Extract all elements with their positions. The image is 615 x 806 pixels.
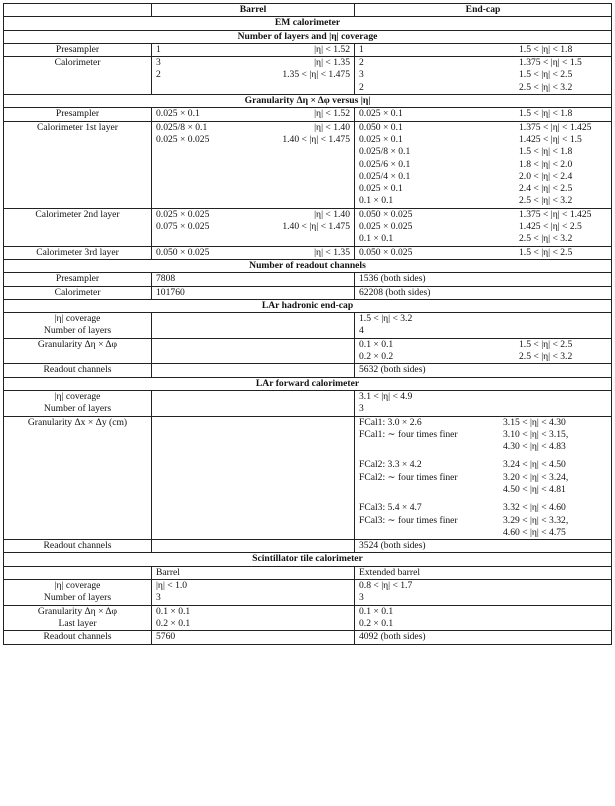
- eta-range: 2.0 < |η| < 2.4: [519, 170, 573, 182]
- row-label: [4, 566, 152, 579]
- row-label: [4, 605, 152, 631]
- barrel-cell: [152, 43, 355, 56]
- row-label: Calorimeter: [4, 57, 152, 95]
- endcap-cell: [355, 121, 612, 208]
- coverage-label: |η| coverage: [54, 390, 101, 402]
- row-label: [4, 390, 152, 416]
- endcap-cell: [355, 246, 612, 259]
- eta-range: 1.425 < |η| < 1.5: [519, 133, 582, 145]
- row-label: Calorimeter 2nd layer: [4, 208, 152, 246]
- value: 0.025 × 0.1: [359, 183, 403, 195]
- barrel-cell: [152, 540, 355, 553]
- table-row: [4, 605, 612, 631]
- table-row: [4, 540, 612, 553]
- coverage-value: 1.5 < |η| < 3.2: [359, 313, 413, 325]
- value: 0.075 × 0.025: [156, 221, 210, 233]
- value: 0.025 × 0.1: [156, 108, 200, 120]
- value: 0.025/6 × 0.1: [359, 158, 411, 170]
- value: FCal1: ∼ four times finer: [359, 428, 458, 440]
- eta-range: 1.5 < |η| < 2.5: [519, 338, 573, 350]
- value: 0.025 × 0.1: [359, 133, 403, 145]
- coverage-value: 3.1 < |η| < 4.9: [359, 390, 413, 402]
- granularity-value: 0.1 × 0.1: [359, 605, 394, 617]
- eta-range: 1.5 < |η| < 1.8: [519, 146, 573, 158]
- eta-range: 1.5 < |η| < 2.5: [519, 69, 573, 81]
- barrel-cell: [152, 57, 355, 95]
- em-granularity-subtitle: Granularity Δη × Δφ versus |η|: [4, 95, 612, 108]
- value: 0.2 × 0.2: [359, 351, 394, 363]
- last-layer-value: 0.2 × 0.1: [359, 617, 394, 629]
- value: 0.050 × 0.025: [359, 208, 413, 220]
- coverage-label: |η| coverage: [54, 313, 101, 325]
- value: 0.050 × 0.025: [359, 246, 413, 258]
- eta-range: 3.24 < |η| < 4.50: [503, 459, 566, 471]
- endcap-cell: [355, 605, 612, 631]
- layers-value: 3: [359, 403, 364, 415]
- value: 1: [156, 43, 161, 55]
- barrel-cell: [152, 313, 355, 339]
- granularity-value: 0.1 × 0.1: [156, 605, 191, 617]
- value: FCal1: 3.0 × 2.6: [359, 416, 422, 428]
- layers-value: 4: [359, 325, 364, 337]
- value: 0.025 × 0.025: [359, 221, 413, 233]
- eta-range: 3.32 < |η| < 4.60: [503, 502, 566, 514]
- value: 0.025 × 0.1: [359, 108, 403, 120]
- eta-range: |η| < 1.52: [314, 108, 350, 120]
- em-layers-subtitle: Number of layers and |η| coverage: [4, 30, 612, 43]
- eta-range: 1.425 < |η| < 2.5: [519, 221, 582, 233]
- value: 2: [359, 57, 364, 69]
- table-row: [4, 108, 612, 121]
- eta-range: 2.5 < |η| < 3.2: [519, 81, 573, 93]
- em-readout-subtitle: Number of readout channels: [4, 259, 612, 272]
- eta-range: 1.5 < |η| < 1.8: [519, 108, 573, 120]
- eta-range: |η| < 1.40: [314, 121, 350, 133]
- coverage-label: |η| coverage: [54, 580, 101, 592]
- row-label: Calorimeter 1st layer: [4, 121, 152, 208]
- eta-range: 1.375 < |η| < 1.5: [519, 57, 582, 69]
- calorimeter-parameters-table: [3, 3, 612, 645]
- value: 0.025/8 × 0.1: [156, 121, 208, 133]
- endcap-cell: 5632 (both sides): [355, 364, 612, 377]
- table-row: [4, 566, 612, 579]
- barrel-cell: [152, 246, 355, 259]
- row-label: Readout channels: [4, 364, 152, 377]
- eta-range: 3.10 < |η| < 3.15,: [503, 428, 569, 440]
- row-label: [4, 580, 152, 606]
- layers-label: Number of layers: [43, 325, 112, 337]
- header-barrel: Barrel: [152, 4, 355, 17]
- eta-range: 1.5 < |η| < 2.5: [519, 246, 573, 258]
- endcap-cell: 3524 (both sides): [355, 540, 612, 553]
- eta-range: 2.5 < |η| < 3.2: [519, 233, 573, 245]
- value: 2: [359, 81, 364, 93]
- value: 0.025 × 0.025: [156, 133, 210, 145]
- barrel-cell: [152, 390, 355, 416]
- granularity-label: Granularity Δη × Δφ: [37, 605, 118, 617]
- barrel-cell: 7808: [152, 273, 355, 286]
- eta-range: 1.40 < |η| < 1.475: [282, 221, 350, 233]
- eta-range: 1.375 < |η| < 1.425: [519, 121, 592, 133]
- barrel-cell: [152, 605, 355, 631]
- table-row: [4, 43, 612, 56]
- barrel-cell: Barrel: [152, 566, 355, 579]
- row-label: [4, 313, 152, 339]
- endcap-cell: [355, 338, 612, 364]
- row-label: Presampler: [4, 273, 152, 286]
- barrel-cell: [152, 416, 355, 540]
- eta-range: 2.5 < |η| < 3.2: [519, 195, 573, 207]
- barrel-cell: [152, 208, 355, 246]
- eta-range: 2.4 < |η| < 2.5: [519, 183, 573, 195]
- coverage-value: 0.8 < |η| < 1.7: [359, 580, 413, 592]
- table-row: [4, 246, 612, 259]
- em-section-title: EM calorimeter: [4, 17, 612, 30]
- eta-range: |η| < 1.35: [314, 57, 350, 69]
- eta-range: 1.40 < |η| < 1.475: [282, 133, 350, 145]
- eta-range: 1.375 < |η| < 1.425: [519, 208, 592, 220]
- hec-section-title: LAr hadronic end-cap: [4, 299, 612, 312]
- eta-range: 3.29 < |η| < 3.32,: [503, 514, 569, 526]
- table-row: [4, 286, 612, 299]
- barrel-cell: [152, 108, 355, 121]
- value: 0.1 × 0.1: [359, 338, 394, 350]
- value: 1: [359, 43, 364, 55]
- value: 0.1 × 0.1: [359, 233, 394, 245]
- eta-range: 1.35 < |η| < 1.475: [282, 69, 350, 81]
- row-label: Granularity Δη × Δφ: [4, 338, 152, 364]
- coverage-value: |η| < 1.0: [156, 580, 188, 592]
- endcap-cell: [355, 580, 612, 606]
- eta-range: 3.20 < |η| < 3.24,: [503, 471, 569, 483]
- value: 0.025/8 × 0.1: [359, 146, 411, 158]
- barrel-cell: [152, 338, 355, 364]
- value: 3: [359, 69, 364, 81]
- endcap-cell: [355, 313, 612, 339]
- barrel-cell: [152, 580, 355, 606]
- row-label: Presampler: [4, 108, 152, 121]
- fcal-section-title: LAr forward calorimeter: [4, 377, 612, 390]
- layers-label: Number of layers: [43, 592, 112, 604]
- value: 0.050 × 0.025: [156, 246, 210, 258]
- eta-range: 4.60 < |η| < 4.75: [503, 526, 566, 538]
- eta-range: |η| < 1.40: [314, 208, 350, 220]
- endcap-cell: 4092 (both sides): [355, 631, 612, 644]
- value: FCal2: ∼ four times finer: [359, 471, 458, 483]
- barrel-cell: 101760: [152, 286, 355, 299]
- header-endcap: End-cap: [355, 4, 612, 17]
- value: 0.1 × 0.1: [359, 195, 394, 207]
- endcap-cell: 1536 (both sides): [355, 273, 612, 286]
- row-label: Readout channels: [4, 540, 152, 553]
- endcap-cell: [355, 208, 612, 246]
- eta-range: 4.30 < |η| < 4.83: [503, 441, 566, 453]
- value: FCal2: 3.3 × 4.2: [359, 459, 422, 471]
- table-row: [4, 313, 612, 339]
- tile-section-title: Scintillator tile calorimeter: [4, 553, 612, 566]
- eta-range: 2.5 < |η| < 3.2: [519, 351, 573, 363]
- table-row: [4, 364, 612, 377]
- value: 2: [156, 69, 161, 81]
- table-row: [4, 273, 612, 286]
- header-row: [4, 4, 612, 17]
- value: 3: [156, 57, 161, 69]
- eta-range: 1.5 < |η| < 1.8: [519, 43, 573, 55]
- endcap-cell: [355, 416, 612, 540]
- header-empty-cell: [4, 4, 152, 17]
- endcap-cell: [355, 57, 612, 95]
- value: 0.025 × 0.025: [156, 208, 210, 220]
- last-layer-value: 0.2 × 0.1: [156, 617, 191, 629]
- row-label: Calorimeter 3rd layer: [4, 246, 152, 259]
- endcap-cell: Extended barrel: [355, 566, 612, 579]
- eta-range: |η| < 1.35: [314, 246, 350, 258]
- row-label: Calorimeter: [4, 286, 152, 299]
- row-label: Granularity Δx × Δy (cm): [4, 416, 152, 540]
- table-row: [4, 580, 612, 606]
- row-label: Readout channels: [4, 631, 152, 644]
- barrel-cell: [152, 121, 355, 208]
- table-row: [4, 338, 612, 364]
- value: FCal3: 5.4 × 4.7: [359, 502, 422, 514]
- endcap-cell: 62208 (both sides): [355, 286, 612, 299]
- eta-range: 3.15 < |η| < 4.30: [503, 416, 566, 428]
- endcap-cell: [355, 43, 612, 56]
- barrel-cell: [152, 364, 355, 377]
- table-row: [4, 390, 612, 416]
- layers-value: 3: [156, 592, 161, 604]
- endcap-cell: [355, 390, 612, 416]
- layers-value: 3: [359, 592, 364, 604]
- table-row: [4, 208, 612, 246]
- value: 0.050 × 0.1: [359, 121, 403, 133]
- value: FCal3: ∼ four times finer: [359, 514, 458, 526]
- barrel-cell: 5760: [152, 631, 355, 644]
- value: 0.025/4 × 0.1: [359, 170, 411, 182]
- endcap-cell: [355, 108, 612, 121]
- table-row: [4, 631, 612, 644]
- row-label: Presampler: [4, 43, 152, 56]
- table-row: [4, 416, 612, 540]
- table-row: [4, 57, 612, 95]
- table-row: [4, 121, 612, 208]
- eta-range: 1.8 < |η| < 2.0: [519, 158, 573, 170]
- layers-label: Number of layers: [43, 403, 112, 415]
- last-layer-label: Last layer: [58, 617, 97, 629]
- eta-range: 4.50 < |η| < 4.81: [503, 483, 566, 495]
- eta-range: |η| < 1.52: [314, 43, 350, 55]
